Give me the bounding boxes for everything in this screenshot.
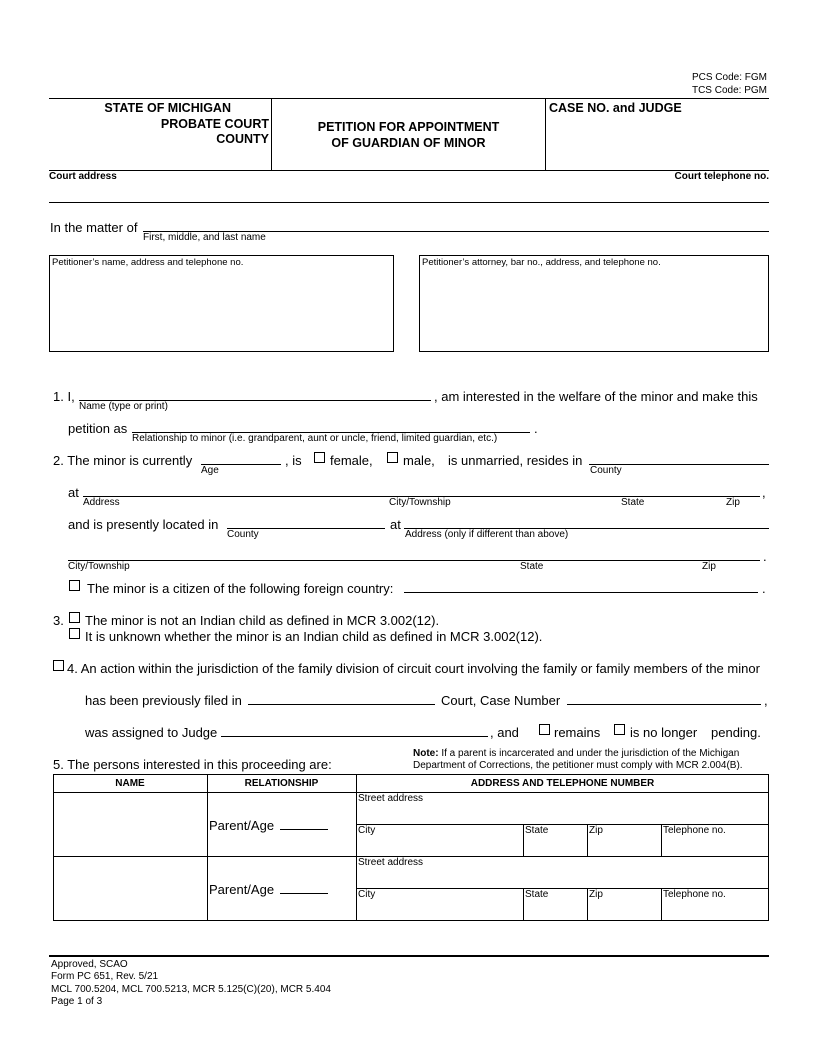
footer-approved: Approved, SCAO bbox=[51, 959, 128, 970]
not-indian-checkbox[interactable] bbox=[69, 612, 80, 623]
female-checkbox[interactable] bbox=[314, 452, 325, 463]
row2-state-divider bbox=[523, 888, 524, 920]
city-caption: City/Township bbox=[389, 497, 451, 508]
col-name-header: NAME bbox=[115, 778, 145, 789]
col-divider-2 bbox=[356, 774, 357, 921]
court-address-label: Court address bbox=[49, 171, 117, 182]
court-label: PROBATE COURT bbox=[160, 117, 269, 131]
item4-text: 4. An action within the jurisdiction of the family division of circuit court involving the family or family members of the minor bbox=[67, 661, 760, 676]
row1-name-cell[interactable] bbox=[53, 793, 207, 856]
form-title-line2: OF GUARDIAN OF MINOR bbox=[331, 136, 486, 150]
filed-label: has been previously filed in bbox=[85, 693, 242, 708]
address-comma: , bbox=[762, 485, 766, 500]
remains-checkbox[interactable] bbox=[539, 724, 550, 735]
county-label: COUNTY bbox=[216, 132, 269, 146]
prior-court-field[interactable] bbox=[248, 704, 435, 705]
zip2-caption: Zip bbox=[702, 561, 716, 572]
row1-city-label: City bbox=[358, 825, 376, 836]
header-top-rule bbox=[49, 98, 769, 99]
pending-label: pending. bbox=[711, 725, 761, 740]
petitioner-name-caption: Name (type or print) bbox=[79, 401, 168, 412]
note-bold: Note: bbox=[413, 748, 439, 759]
state-caption: State bbox=[621, 497, 645, 508]
judge-field[interactable] bbox=[221, 736, 488, 737]
foreign-country-field[interactable] bbox=[404, 592, 758, 593]
tcs-code: TCS Code: PGM bbox=[691, 85, 767, 96]
court-case-label: Court, Case Number bbox=[441, 693, 561, 708]
row2-phone-divider bbox=[661, 888, 662, 920]
note-line1-text: If a parent is incarcerated and under the jurisdiction of the Michigan bbox=[438, 748, 740, 759]
row1-state-label: State bbox=[525, 825, 549, 836]
item1-period: . bbox=[534, 421, 538, 436]
petition-as-label: petition as bbox=[68, 421, 128, 436]
row1-phone-divider bbox=[661, 824, 662, 856]
row1-zip-divider bbox=[587, 824, 588, 856]
item3-number: 3. bbox=[53, 613, 64, 628]
item5-text: 5. The persons interested in this proceeding are: bbox=[53, 757, 332, 772]
col-divider-1 bbox=[207, 774, 208, 921]
row2-zip-divider bbox=[587, 888, 588, 920]
row2-rel-label: Parent/Age bbox=[209, 882, 275, 897]
assigned-label: was assigned to Judge bbox=[85, 725, 218, 740]
footer-page-number: Page 1 of 3 bbox=[51, 996, 103, 1007]
row2-zip-label: Zip bbox=[589, 889, 603, 900]
location-city-field[interactable] bbox=[68, 560, 760, 561]
state-label: STATE OF MICHIGAN bbox=[104, 101, 231, 115]
address-caption: Address bbox=[83, 497, 120, 508]
attorney-box-label: Petitioner’s attorney, bar no., address, and telephone no. bbox=[422, 257, 661, 268]
county2-caption: County bbox=[227, 529, 259, 540]
row1-zip-label: Zip bbox=[589, 825, 603, 836]
unmarried-text: is unmarried, resides in bbox=[448, 453, 583, 468]
no-longer-checkbox[interactable] bbox=[614, 724, 625, 735]
header-bottom-rule bbox=[49, 170, 769, 171]
row2-age-field[interactable] bbox=[280, 893, 328, 894]
row1-state-divider bbox=[523, 824, 524, 856]
row2-name-cell[interactable] bbox=[53, 857, 207, 920]
footer-citations: MCL 700.5204, MCL 700.5213, MCR 5.125(C)(20), MCR 5.404 bbox=[51, 984, 331, 995]
male-checkbox[interactable] bbox=[387, 452, 398, 463]
row2-state-label: State bbox=[525, 889, 549, 900]
attorney-box[interactable] bbox=[419, 255, 769, 352]
note-line1 bbox=[413, 748, 739, 759]
and-text: , and bbox=[490, 725, 519, 740]
row1-phone-label: Telephone no. bbox=[663, 825, 726, 836]
pcs-code: PCS Code: FGM bbox=[691, 72, 767, 83]
col-addr-header: ADDRESS AND TELEPHONE NUMBER bbox=[470, 778, 655, 789]
relationship-caption: Relationship to minor (i.e. grandparent, aunt or uncle, friend, limited guardian, etc.) bbox=[132, 433, 498, 444]
presently-label: and is presently located in bbox=[68, 517, 219, 532]
item1-number: 1. I, bbox=[53, 389, 75, 404]
male-label: male, bbox=[403, 453, 435, 468]
court-address-rule bbox=[49, 202, 769, 203]
row1-street-label: Street address bbox=[358, 793, 424, 804]
row2-city-label: City bbox=[358, 889, 376, 900]
prior-action-checkbox[interactable] bbox=[53, 660, 64, 671]
row1-rel-label: Parent/Age bbox=[209, 818, 275, 833]
petitioner-box[interactable] bbox=[49, 255, 394, 352]
row2-street-label: Street address bbox=[358, 857, 424, 868]
court-phone-label: Court telephone no. bbox=[674, 171, 769, 182]
minor-name-caption: First, middle, and last name bbox=[143, 232, 266, 243]
footer-form-number: Form PC 651, Rev. 5/21 bbox=[51, 971, 159, 982]
row1-age-field[interactable] bbox=[280, 829, 328, 830]
case-judge-label: CASE NO. and JUDGE bbox=[549, 101, 682, 115]
foreign-citizen-checkbox[interactable] bbox=[69, 580, 80, 591]
row2-phone-label: Telephone no. bbox=[663, 889, 726, 900]
unknown-indian-checkbox[interactable] bbox=[69, 628, 80, 639]
state2-caption: State bbox=[520, 561, 544, 572]
header-divider-2 bbox=[545, 98, 546, 170]
zip-caption: Zip bbox=[726, 497, 740, 508]
note-line2: Department of Corrections, the petitioner must comply with MCR 2.004(B). bbox=[413, 760, 743, 771]
county-caption: County bbox=[590, 465, 622, 476]
item1-text: , am interested in the welfare of the minor and make this bbox=[434, 389, 758, 404]
at2-label: at bbox=[390, 517, 401, 532]
header-divider-1 bbox=[271, 98, 272, 170]
foreign-citizen-label: The minor is a citizen of the following foreign country: bbox=[87, 581, 394, 596]
at-label: at bbox=[68, 485, 79, 500]
matter-label: In the matter of bbox=[50, 220, 138, 235]
city2-caption: City/Township bbox=[68, 561, 130, 572]
form-title-line1: PETITION FOR APPOINTMENT bbox=[317, 120, 500, 134]
not-indian-label: The minor is not an Indian child as defined in MCR 3.002(12). bbox=[85, 613, 440, 628]
case-number-field[interactable] bbox=[567, 704, 761, 705]
case-comma: , bbox=[764, 693, 768, 708]
is-text: , is bbox=[285, 453, 302, 468]
unknown-indian-label: It is unknown whether the minor is an Indian child as defined in MCR 3.002(12). bbox=[85, 629, 543, 644]
location-period: . bbox=[763, 549, 767, 564]
remains-label: remains bbox=[554, 725, 601, 740]
address2-caption: Address (only if different than above) bbox=[405, 529, 569, 540]
col-rel-header: RELATIONSHIP bbox=[244, 778, 319, 789]
footer-rule bbox=[49, 955, 769, 957]
item2-text: 2. The minor is currently bbox=[53, 453, 193, 468]
age-caption: Age bbox=[201, 465, 219, 476]
citizen-period: . bbox=[762, 581, 766, 596]
petitioner-box-label: Petitioner’s name, address and telephone no. bbox=[52, 257, 244, 268]
no-longer-label: is no longer bbox=[630, 725, 698, 740]
female-label: female, bbox=[330, 453, 373, 468]
